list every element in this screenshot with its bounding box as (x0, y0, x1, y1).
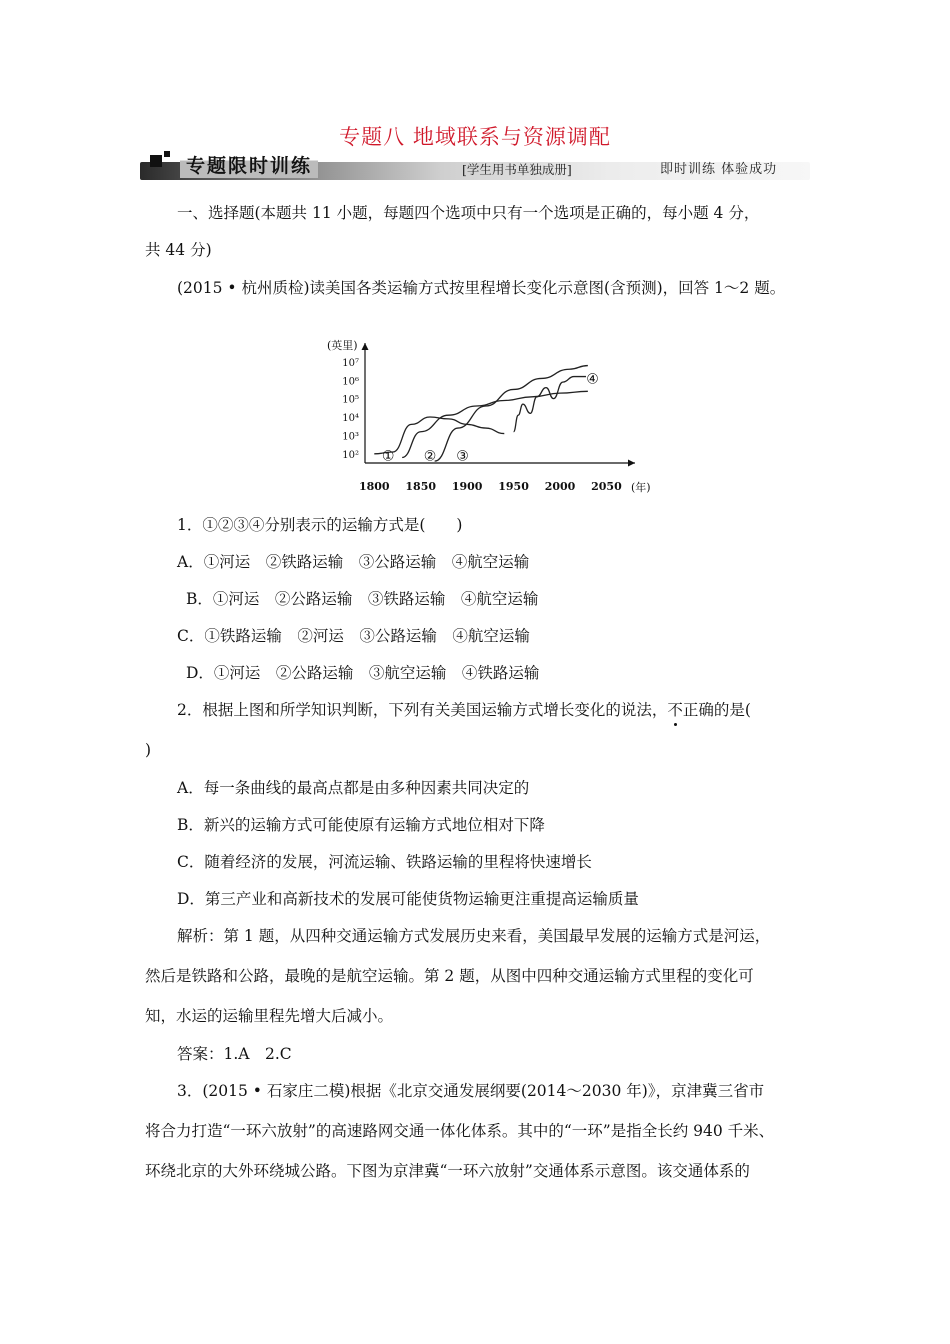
q2-stem-before: 2．根据上图和所学知识判断，下列有关美国运输方式增长变化的说法， (177, 701, 668, 719)
q1-option-b: B．①河运 ②公路运输 ③铁路运输 ④航空运输 (186, 590, 539, 608)
q1-option-a: A．①河运 ②铁路运输 ③公路运输 ④航空运输 (177, 553, 530, 571)
series-label-2: ② (423, 448, 437, 465)
q2-stem-emphasis: 不 (667, 701, 683, 719)
y-tick-label: 10⁵ (342, 394, 359, 406)
series-label-1: ① (381, 448, 395, 465)
banner-slogan: 即时训练 体验成功 (660, 162, 778, 177)
section-heading-line-1: 一、选择题(本题共 11 小题，每题四个选项中只有一个选项是正确的，每小题 4 分， (177, 204, 760, 222)
analysis-line-1: 解析：第 1 题，从四种交通运输方式发展历史来看，美国最早发展的运输方式是河运， (177, 927, 771, 945)
x-tick-label: 1950 (498, 480, 529, 493)
page-title: 专题八 地域联系与资源调配 (339, 125, 611, 149)
q2-stem (177, 703, 751, 719)
analysis-line-3: 知，水运的运输里程先增大后减小。 (145, 1007, 394, 1025)
q2-option-d: D．第三产业和高新技术的发展可能使货物运输更注重提高运输质量 (177, 890, 639, 908)
q2-option-b: B．新兴的运输方式可能使原有运输方式地位相对下降 (177, 816, 545, 834)
x-tick-label: 1800 (358, 480, 390, 493)
transport-mileage-chart (325, 335, 665, 505)
series-label-3: ③ (456, 448, 469, 465)
q3-line-1: 3．(2015 • 石家庄二模)根据《北京交通发展纲要(2014～2030 年)》，京津冀三省市 (177, 1082, 765, 1100)
q3-line-3: 环绕北京的大外环绕城公路。下图为京津冀“一环六放射”交通体系示意图。该交通体系的 (145, 1162, 750, 1180)
banner-square-icon (150, 155, 162, 167)
banner-small-square-icon (164, 151, 170, 157)
q1-option-c: C．①铁路运输 ②河运 ③公路运输 ④航空运输 (177, 627, 530, 645)
q3-line-2: 将合力打造“一环六放射”的高速路网交通一体化体系。其中的“一环”是指全长约 940 千米、 (145, 1122, 775, 1140)
y-tick-label: 10⁴ (342, 413, 359, 425)
chart-y-axis-label: (英里) (327, 339, 358, 352)
q2-stem-line-2: ) (145, 741, 152, 759)
y-tick-label: 10² (342, 449, 359, 461)
q1-stem: 1．①②③④分别表示的运输方式是( ) (177, 516, 463, 534)
series-line-2 (402, 391, 588, 457)
q2-option-c: C．随着经济的发展，河流运输、铁路运输的里程将快速增长 (177, 853, 592, 871)
section-banner (140, 150, 820, 184)
y-tick-label: 10⁶ (342, 376, 359, 388)
series-line-4 (514, 377, 586, 432)
y-tick-label: 10⁷ (342, 357, 359, 369)
chart-x-axis-label: (年) (631, 481, 651, 494)
q1-option-d: D．①河运 ②公路运输 ③航空运输 ④铁路运输 (186, 664, 540, 682)
section-heading-line-2: 共 44 分) (145, 241, 212, 259)
x-tick-label: 1900 (451, 480, 483, 493)
answer: 答案：1.A 2.C (177, 1045, 292, 1063)
banner-note: [学生用书单独成册] (462, 162, 572, 177)
question-intro: (2015 • 杭州质检)读美国各类运输方式按里程增长变化示意图(含预测)，回答 1～2 题。 (177, 279, 786, 297)
x-tick-label: 2000 (544, 480, 576, 493)
x-tick-label: 1850 (405, 480, 437, 493)
series-label-4: ④ (586, 371, 599, 388)
q2-option-a: A．每一条曲线的最高点都是由多种因素共同决定的 (177, 779, 530, 797)
y-tick-label: 10³ (342, 431, 359, 443)
q2-stem-after: 正确的是( (682, 701, 751, 719)
analysis-line-2: 然后是铁路和公路，最晚的是航空运输。第 2 题，从图中四种交通运输方式里程的变化可 (145, 967, 754, 985)
x-tick-label: 2050 (591, 480, 622, 493)
banner-label: 专题限时训练 (180, 151, 318, 178)
